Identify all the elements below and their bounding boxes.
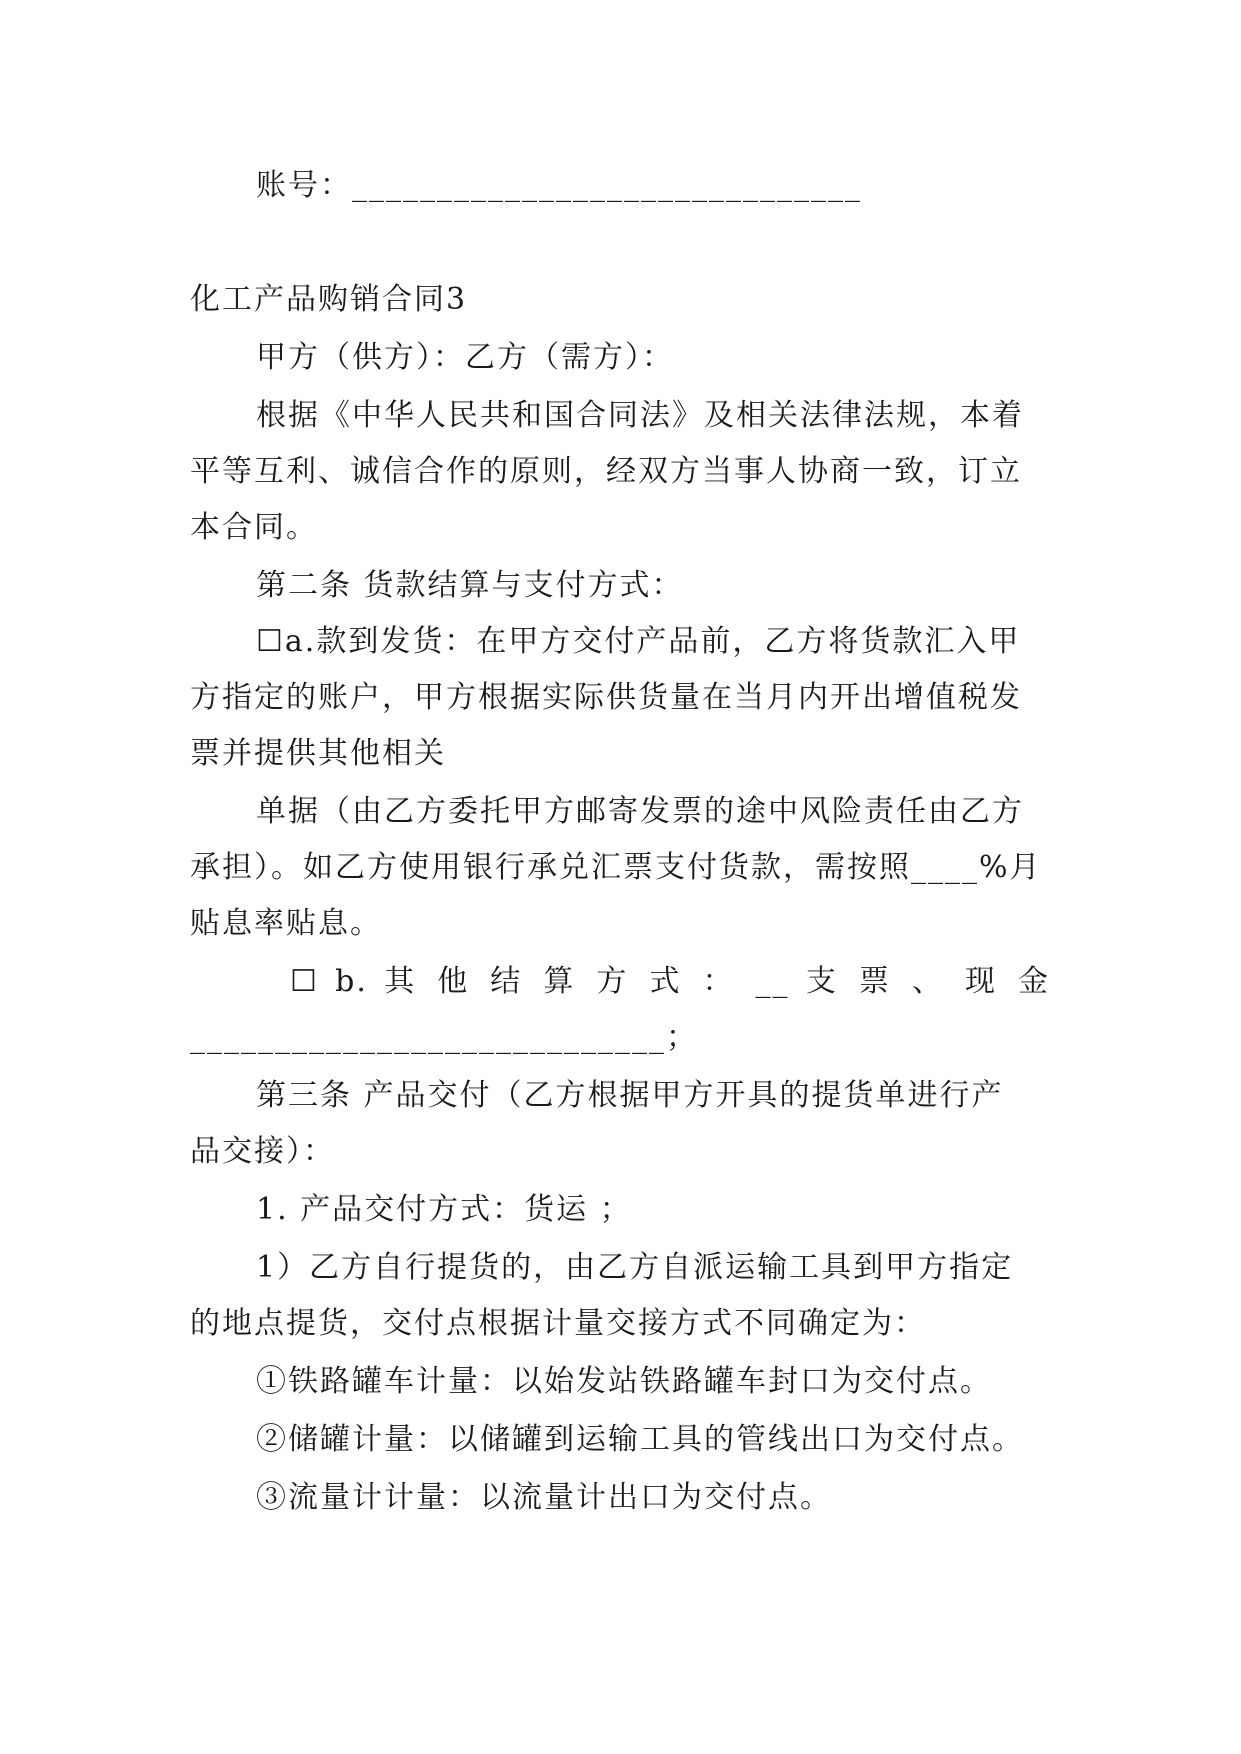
- account-number-line: 账号：______________________________: [256, 168, 862, 203]
- self-pickup-line-2: 的地点提货，交付点根据计量交接方式不同确定为：: [190, 1306, 926, 1341]
- preamble-line-3: 本合同。: [190, 510, 318, 545]
- documents-line-2: 承担）。如乙方使用银行承兑汇票支付货款，需按照____%月: [190, 850, 1042, 885]
- delivery-method-line: 1. 产品交付方式：货运 ；: [256, 1192, 632, 1227]
- contract-title: 化工产品购销合同3: [190, 282, 468, 317]
- parties-line: 甲方（供方）：乙方（需方）：: [256, 340, 674, 375]
- option-a-line-2: 方指定的账户，甲方根据实际供货量在当月内开出增值税发: [190, 680, 1022, 715]
- article-2-heading: 第二条 货款结算与支付方式：: [256, 568, 684, 603]
- option-a-line-1: ☐a.款到发货：在甲方交付产品前，乙方将货款汇入甲: [256, 624, 1021, 659]
- option-a-line-3: 票并提供其他相关: [190, 736, 446, 771]
- self-pickup-line-1: 1）乙方自行提货的，由乙方自派运输工具到甲方指定: [256, 1250, 1014, 1285]
- option-b-line-2: ____________________________；: [190, 1020, 698, 1055]
- option-b-line-1: ☐ b. 其 他 结 算 方 式 ： __ 支 票 、 现 金: [290, 964, 1050, 999]
- article-3-heading-line-2: 品交接）：: [190, 1134, 335, 1169]
- documents-line-3: 贴息率贴息。: [190, 906, 382, 941]
- article-3-heading-line-1: 第三条 产品交付（乙方根据甲方开具的提货单进行产: [256, 1078, 1004, 1113]
- rail-tanker-line: ①铁路罐车计量：以始发站铁路罐车封口为交付点。: [256, 1364, 992, 1399]
- storage-tank-line: ②储罐计量：以储罐到运输工具的管线出口为交付点。: [256, 1422, 1024, 1457]
- documents-line-1: 单据（由乙方委托甲方邮寄发票的途中风险责任由乙方: [256, 794, 1024, 829]
- flow-meter-line: ③流量计计量：以流量计出口为交付点。: [256, 1480, 832, 1515]
- preamble-line-2: 平等互利、诚信合作的原则，经双方当事人协商一致，订立: [190, 454, 1022, 489]
- preamble-line-1: 根据《中华人民共和国合同法》及相关法律法规，本着: [256, 398, 1024, 433]
